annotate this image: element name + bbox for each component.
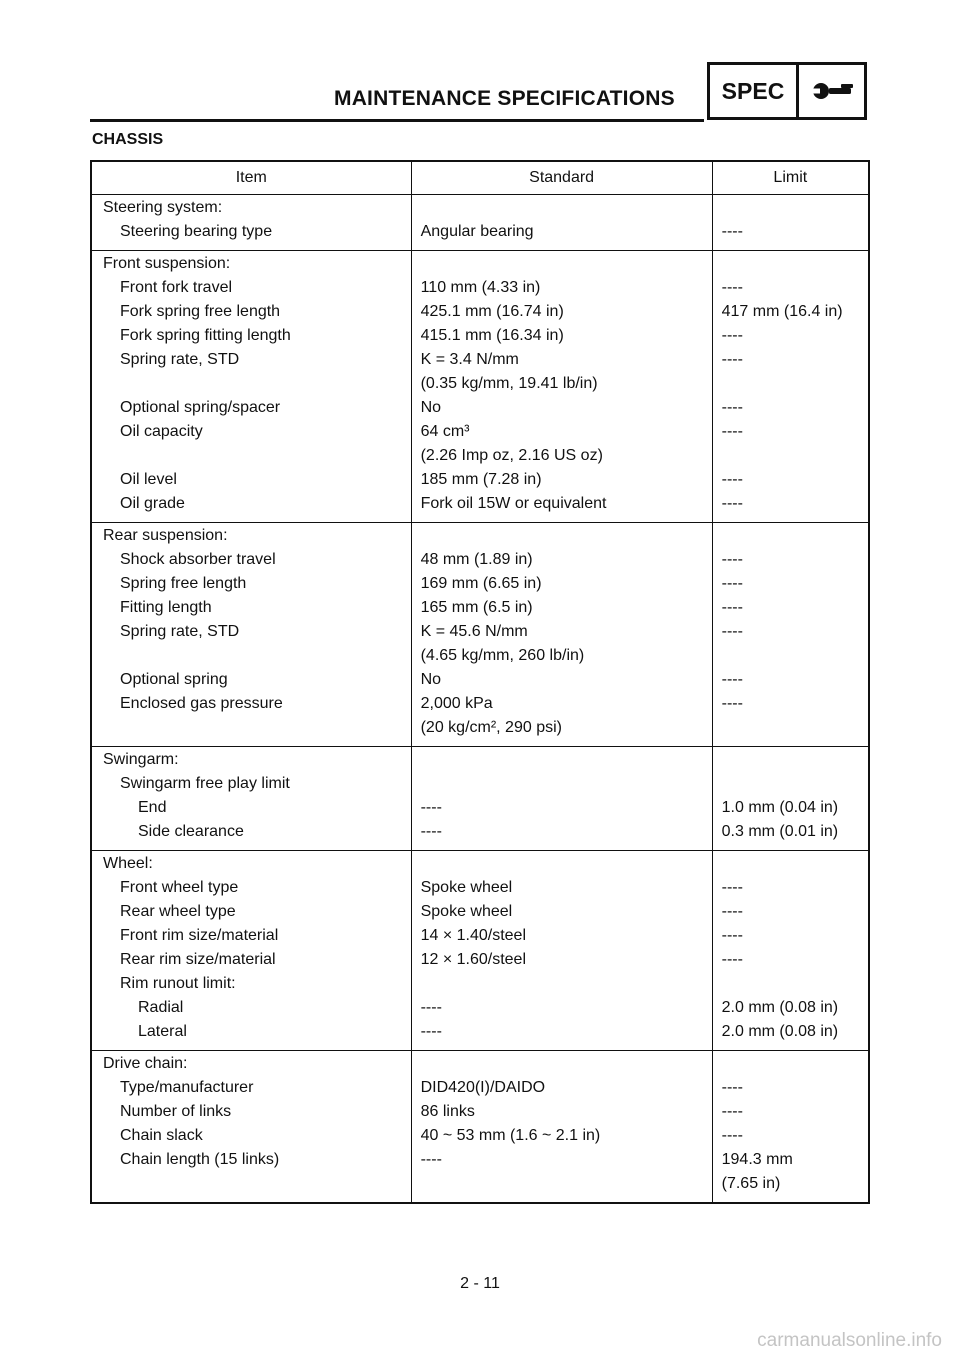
cell-text-line: Fork spring free length	[120, 303, 281, 320]
cell-text-line: Oil level	[120, 471, 177, 488]
row-standard-cell	[411, 820, 712, 851]
cell-text-line: Chain slack	[120, 1127, 203, 1144]
cell-text-line	[722, 252, 868, 276]
row-standard-cell	[411, 668, 712, 692]
row-standard-cell	[411, 876, 712, 900]
row-limit-cell	[712, 1020, 869, 1051]
row-standard-cell	[411, 492, 712, 523]
table-row	[91, 996, 869, 1020]
row-limit-cell	[712, 747, 869, 773]
cell-text-line: Oil capacity	[120, 423, 203, 440]
row-item-cell	[91, 468, 411, 492]
cell-text-line: Spoke wheel	[420, 903, 513, 920]
row-limit-cell	[712, 572, 869, 596]
cell-text-line: Optional spring	[120, 671, 228, 688]
table-row	[91, 924, 869, 948]
cell-text-line: ----	[420, 999, 442, 1016]
page-heading: MAINTENANCE SPECIFICATIONS	[334, 87, 675, 110]
cell-text-line	[722, 772, 868, 796]
table-row	[91, 668, 869, 692]
row-limit-cell	[712, 668, 869, 692]
table-group	[91, 747, 869, 851]
row-item-cell	[91, 996, 411, 1020]
cell-text-line	[421, 1052, 712, 1076]
row-limit-cell	[712, 772, 869, 796]
cell-text-line: Radial	[138, 999, 184, 1016]
cell-text-line: Enclosed gas pressure	[120, 695, 283, 712]
row-limit-cell	[712, 620, 869, 668]
cell-text-line: Spoke wheel	[420, 879, 513, 896]
section-title: CHASSIS	[92, 131, 164, 148]
table-row	[91, 948, 869, 972]
chassis-spec-table	[90, 160, 870, 1204]
row-limit-cell	[712, 220, 869, 251]
cell-text-line: Rear suspension:	[103, 527, 228, 544]
cell-text-line: Spring free length	[120, 575, 247, 592]
row-standard-cell	[411, 620, 712, 668]
row-item-cell	[91, 796, 411, 820]
cell-text-line: ----	[721, 1127, 743, 1144]
table-row	[91, 772, 869, 796]
cell-text-line: End	[138, 799, 167, 816]
row-standard-cell	[411, 195, 712, 221]
row-standard-cell	[411, 251, 712, 277]
row-standard-cell	[411, 948, 712, 972]
cell-text-line: (0.35 kg/mm, 19.41 lb/in)	[420, 375, 598, 392]
cell-text-line: Shock absorber travel	[120, 551, 276, 568]
row-limit-cell	[712, 396, 869, 420]
table-group	[91, 523, 869, 747]
table-row	[91, 195, 869, 221]
row-item-cell	[91, 492, 411, 523]
cell-text-line: 2.0 mm (0.08 in)	[721, 999, 839, 1016]
cell-text-line: Angular bearing	[420, 223, 534, 240]
cell-text-line: ----	[721, 1103, 743, 1120]
row-item-cell	[91, 1076, 411, 1100]
column-header-standard: Standard	[411, 161, 712, 195]
cell-text-line: No	[420, 399, 442, 416]
cell-text-line: Steering system:	[103, 199, 223, 216]
watermark: carmanualsonline.info	[757, 1330, 942, 1351]
row-standard-cell	[411, 276, 712, 300]
cell-text-line: ----	[721, 575, 743, 592]
row-standard-cell	[411, 996, 712, 1020]
row-standard-cell	[411, 747, 712, 773]
table-row	[91, 276, 869, 300]
row-limit-cell	[712, 876, 869, 900]
cell-text-line: ----	[721, 623, 743, 640]
table-row	[91, 796, 869, 820]
cell-text-line: 194.3 mm	[721, 1151, 793, 1168]
table-row	[91, 1020, 869, 1051]
cell-text-line: ----	[721, 223, 743, 240]
row-limit-cell	[712, 276, 869, 300]
row-standard-cell	[411, 572, 712, 596]
cell-text-line: Rear rim size/material	[120, 951, 276, 968]
row-limit-cell	[712, 420, 869, 468]
table-row	[91, 692, 869, 747]
cell-text-line	[722, 524, 868, 548]
row-limit-cell	[712, 195, 869, 221]
cell-text-line: 2.0 mm (0.08 in)	[721, 1023, 839, 1040]
row-standard-cell	[411, 596, 712, 620]
row-standard-cell	[411, 1148, 712, 1203]
table-header-row	[91, 161, 869, 195]
row-item-cell	[91, 1124, 411, 1148]
row-item-cell	[91, 924, 411, 948]
cell-text-line: Front fork travel	[120, 279, 233, 296]
row-item-cell	[91, 195, 411, 221]
cell-text-line: ----	[721, 351, 743, 368]
row-standard-cell	[411, 772, 712, 796]
row-standard-cell	[411, 396, 712, 420]
cell-text-line: ----	[721, 695, 743, 712]
cell-text-line	[421, 196, 712, 220]
cell-text-line: ----	[721, 1079, 743, 1096]
cell-text-line: 86 links	[420, 1103, 475, 1120]
table-row	[91, 851, 869, 877]
row-item-cell	[91, 596, 411, 620]
row-limit-cell	[712, 300, 869, 324]
table-row	[91, 1076, 869, 1100]
row-item-cell	[91, 420, 411, 468]
row-item-cell	[91, 876, 411, 900]
table-row	[91, 420, 869, 468]
cell-text-line: ----	[721, 423, 743, 440]
cell-text-line	[421, 852, 712, 876]
table-row	[91, 548, 869, 572]
cell-text-line: ----	[721, 599, 743, 616]
row-limit-cell	[712, 1076, 869, 1100]
row-item-cell	[91, 324, 411, 348]
row-limit-cell	[712, 348, 869, 396]
row-standard-cell	[411, 796, 712, 820]
table-row	[91, 492, 869, 523]
table-row	[91, 396, 869, 420]
wrench-icon	[799, 65, 864, 117]
spec-badge	[707, 62, 867, 120]
cell-text-line: Oil grade	[120, 495, 185, 512]
cell-text-line: ----	[721, 327, 743, 344]
cell-text-line: Front suspension:	[103, 255, 231, 272]
cell-text-line: ----	[721, 551, 743, 568]
cell-text-line: Fitting length	[120, 599, 212, 616]
table-row	[91, 747, 869, 773]
cell-text-line: Side clearance	[138, 823, 244, 840]
cell-text-line: Type/manufacturer	[120, 1079, 254, 1096]
row-limit-cell	[712, 1124, 869, 1148]
table-row	[91, 1124, 869, 1148]
row-item-cell	[91, 523, 411, 549]
row-limit-cell	[712, 924, 869, 948]
row-item-cell	[91, 1148, 411, 1203]
cell-text-line: 40 ~ 53 mm (1.6 ~ 2.1 in)	[420, 1127, 601, 1144]
cell-text-line	[421, 772, 712, 796]
cell-text-line: DID420(I)/DAIDO	[420, 1079, 546, 1096]
column-header-limit: Limit	[712, 161, 869, 195]
row-standard-cell	[411, 1124, 712, 1148]
cell-text-line: ----	[721, 879, 743, 896]
row-item-cell	[91, 220, 411, 251]
row-limit-cell	[712, 900, 869, 924]
cell-text-line: Lateral	[138, 1023, 187, 1040]
row-standard-cell	[411, 1051, 712, 1077]
row-standard-cell	[411, 548, 712, 572]
row-item-cell	[91, 620, 411, 668]
cell-text-line: Fork oil 15W or equivalent	[420, 495, 607, 512]
row-item-cell	[91, 396, 411, 420]
cell-text-line: Swingarm free play limit	[120, 775, 290, 792]
row-standard-cell	[411, 851, 712, 877]
row-item-cell	[91, 851, 411, 877]
row-limit-cell	[712, 948, 869, 972]
cell-text-line	[722, 196, 868, 220]
row-item-cell	[91, 747, 411, 773]
row-item-cell	[91, 251, 411, 277]
cell-text-line: K = 45.6 N/mm	[420, 623, 528, 640]
cell-text-line: ----	[721, 279, 743, 296]
table-row	[91, 620, 869, 668]
cell-text-line: Fork spring fitting length	[120, 327, 291, 344]
cell-text-line: (7.65 in)	[721, 1175, 781, 1192]
cell-text-line: ----	[721, 903, 743, 920]
row-limit-cell	[712, 1051, 869, 1077]
table-row	[91, 972, 869, 996]
cell-text-line: ----	[420, 1151, 442, 1168]
row-standard-cell	[411, 300, 712, 324]
cell-text-line	[722, 852, 868, 876]
row-item-cell	[91, 820, 411, 851]
table-row	[91, 220, 869, 251]
row-standard-cell	[411, 900, 712, 924]
cell-text-line: No	[420, 671, 442, 688]
cell-text-line: 14 × 1.40/steel	[420, 927, 527, 944]
row-limit-cell	[712, 596, 869, 620]
cell-text-line: Swingarm:	[103, 751, 179, 768]
table-group	[91, 195, 869, 251]
cell-text-line: Rim runout limit:	[120, 975, 236, 992]
cell-text-line: (4.65 kg/mm, 260 lb/in)	[420, 647, 585, 664]
row-item-cell	[91, 548, 411, 572]
table-group	[91, 851, 869, 1051]
row-limit-cell	[712, 251, 869, 277]
column-header-item: Item	[91, 161, 411, 195]
page-number: 2 - 11	[460, 1275, 500, 1292]
row-item-cell	[91, 300, 411, 324]
cell-text-line: Spring rate, STD	[120, 351, 240, 368]
row-item-cell	[91, 276, 411, 300]
cell-text-line: 110 mm (4.33 in)	[420, 279, 541, 296]
row-limit-cell	[712, 1100, 869, 1124]
row-item-cell	[91, 900, 411, 924]
cell-text-line: Front wheel type	[120, 879, 239, 896]
row-limit-cell	[712, 796, 869, 820]
table-row	[91, 820, 869, 851]
row-item-cell	[91, 1020, 411, 1051]
cell-text-line	[421, 748, 712, 772]
cell-text-line: Drive chain:	[103, 1055, 188, 1072]
row-limit-cell	[712, 972, 869, 996]
cell-text-line: ----	[721, 399, 743, 416]
row-limit-cell	[712, 523, 869, 549]
table-row	[91, 523, 869, 549]
row-limit-cell	[712, 996, 869, 1020]
row-standard-cell	[411, 468, 712, 492]
table-row	[91, 596, 869, 620]
row-standard-cell	[411, 348, 712, 396]
cell-text-line	[722, 1052, 868, 1076]
row-item-cell	[91, 692, 411, 747]
spec-badge-label: SPEC	[710, 65, 799, 117]
cell-text-line: ----	[721, 495, 743, 512]
row-limit-cell	[712, 851, 869, 877]
row-item-cell	[91, 572, 411, 596]
cell-text-line: 64 cm³	[420, 423, 470, 440]
cell-text-line: ----	[721, 671, 743, 688]
cell-text-line	[722, 972, 868, 996]
cell-text-line: (2.26 Imp oz, 2.16 US oz)	[420, 447, 603, 464]
table-row	[91, 300, 869, 324]
cell-text-line: 169 mm (6.65 in)	[420, 575, 542, 592]
row-standard-cell	[411, 523, 712, 549]
row-standard-cell	[411, 324, 712, 348]
cell-text-line: 0.3 mm (0.01 in)	[721, 823, 839, 840]
row-limit-cell	[712, 1148, 869, 1203]
cell-text-line: 48 mm (1.89 in)	[420, 551, 533, 568]
cell-text-line: 417 mm (16.4 in)	[721, 303, 843, 320]
cell-text-line	[421, 252, 712, 276]
cell-text-line: Optional spring/spacer	[120, 399, 281, 416]
row-limit-cell	[712, 820, 869, 851]
cell-text-line: 165 mm (6.5 in)	[420, 599, 533, 616]
table-group	[91, 1051, 869, 1204]
row-standard-cell	[411, 692, 712, 747]
cell-text-line: ----	[721, 927, 743, 944]
table-row	[91, 468, 869, 492]
row-item-cell	[91, 948, 411, 972]
row-item-cell	[91, 348, 411, 396]
row-standard-cell	[411, 420, 712, 468]
cell-text-line: Number of links	[120, 1103, 232, 1120]
cell-text-line: K = 3.4 N/mm	[420, 351, 519, 368]
cell-text-line: Spring rate, STD	[120, 623, 240, 640]
row-item-cell	[91, 972, 411, 996]
row-standard-cell	[411, 1020, 712, 1051]
row-limit-cell	[712, 324, 869, 348]
row-standard-cell	[411, 1076, 712, 1100]
row-item-cell	[91, 1051, 411, 1077]
cell-text-line: Steering bearing type	[120, 223, 273, 240]
cell-text-line: (20 kg/cm², 290 psi)	[420, 719, 562, 736]
cell-text-line: 415.1 mm (16.34 in)	[420, 327, 564, 344]
cell-text-line: Wheel:	[103, 855, 153, 872]
cell-text-line: ----	[420, 799, 442, 816]
cell-text-line: 425.1 mm (16.74 in)	[420, 303, 564, 320]
row-standard-cell	[411, 972, 712, 996]
row-limit-cell	[712, 548, 869, 572]
row-limit-cell	[712, 468, 869, 492]
cell-text-line: ----	[420, 823, 442, 840]
table-row	[91, 348, 869, 396]
row-standard-cell	[411, 1100, 712, 1124]
row-item-cell	[91, 772, 411, 796]
table-row	[91, 251, 869, 277]
row-limit-cell	[712, 692, 869, 747]
cell-text-line: Rear wheel type	[120, 903, 236, 920]
cell-text-line	[722, 748, 868, 772]
table-row	[91, 1148, 869, 1203]
cell-text-line: 2,000 kPa	[420, 695, 493, 712]
cell-text-line: Front rim size/material	[120, 927, 279, 944]
cell-text-line: 12 × 1.60/steel	[420, 951, 527, 968]
heading-rule	[90, 119, 704, 122]
table-row	[91, 900, 869, 924]
table-row	[91, 1051, 869, 1077]
row-standard-cell	[411, 220, 712, 251]
row-item-cell	[91, 1100, 411, 1124]
table-row	[91, 876, 869, 900]
row-limit-cell	[712, 492, 869, 523]
cell-text-line	[421, 972, 712, 996]
cell-text-line: ----	[721, 951, 743, 968]
cell-text-line: ----	[420, 1023, 442, 1040]
cell-text-line: 1.0 mm (0.04 in)	[721, 799, 839, 816]
cell-text-line: 185 mm (7.28 in)	[420, 471, 542, 488]
cell-text-line: Chain length (15 links)	[120, 1151, 280, 1168]
cell-text-line	[421, 524, 712, 548]
table-row	[91, 1100, 869, 1124]
table-row	[91, 572, 869, 596]
row-standard-cell	[411, 924, 712, 948]
table-group	[91, 251, 869, 523]
table-row	[91, 324, 869, 348]
row-item-cell	[91, 668, 411, 692]
cell-text-line: ----	[721, 471, 743, 488]
